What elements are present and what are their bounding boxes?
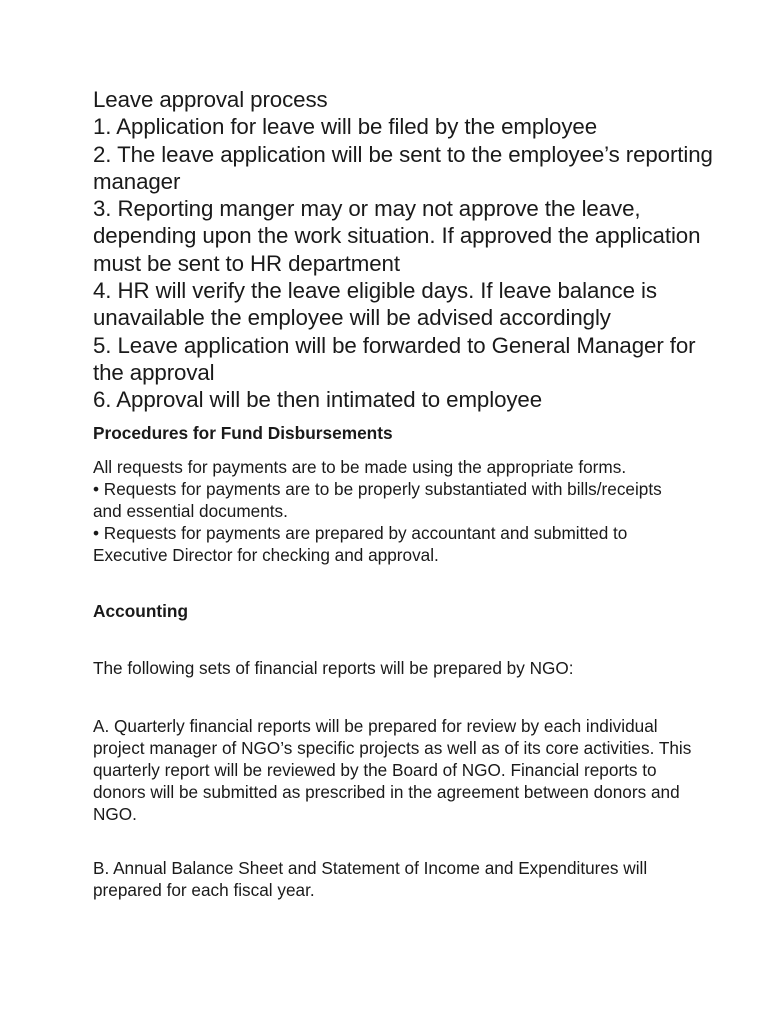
leave-step: 1. Application for leave will be filed by the employee xyxy=(93,114,598,140)
leave-step: 2. The leave application will be sent to the employee’s reporting manager xyxy=(93,141,713,194)
fund-disbursement-body xyxy=(93,456,693,566)
accounting-intro xyxy=(93,657,693,679)
leave-step: 3. Reporting manger may or may not approve the leave, depending upon the work situation. If approved the application must be sent to HR department xyxy=(93,196,701,276)
leave-step: 4. HR will verify the leave eligible days. If leave balance is unavailable the employee will be advised accordingly xyxy=(93,278,657,331)
quarterly-report-text: A. Quarterly financial reports will be prepared for review by each individual project manager of NGO’s specific projects as well as of its core activities. This quarterly report will be reviewed by the Board of NGO. Financial reports to donors will be submitted as prescribed in the agreement between donors and NGO. xyxy=(93,716,692,824)
quarterly-report-paragraph xyxy=(93,715,693,825)
leave-approval-title: Leave approval process xyxy=(93,87,328,112)
leave-step: 5. Leave application will be forwarded to General Manager for the approval xyxy=(93,332,696,385)
fund-intro: All requests for payments are to be made using the appropriate forms. xyxy=(93,457,627,477)
annual-report-paragraph xyxy=(93,857,693,901)
fund-bullet: • Requests for payments are prepared by accountant and submitted to Executive Director for checking and approval. xyxy=(93,523,628,565)
accounting-intro-text: The following sets of financial reports will be prepared by NGO: xyxy=(93,658,574,678)
fund-bullet: • Requests for payments are to be properly substantiated with bills/receipts and essential documents. xyxy=(93,479,662,521)
annual-report-text: B. Annual Balance Sheet and Statement of Income and Expenditures will prepared for each fiscal year. xyxy=(93,858,648,900)
accounting-heading: Accounting xyxy=(93,601,189,621)
leave-approval-section xyxy=(93,86,713,414)
fund-disbursement-heading: Procedures for Fund Disbursements xyxy=(93,423,393,443)
leave-step: 6. Approval will be then intimated to employee xyxy=(93,387,543,413)
